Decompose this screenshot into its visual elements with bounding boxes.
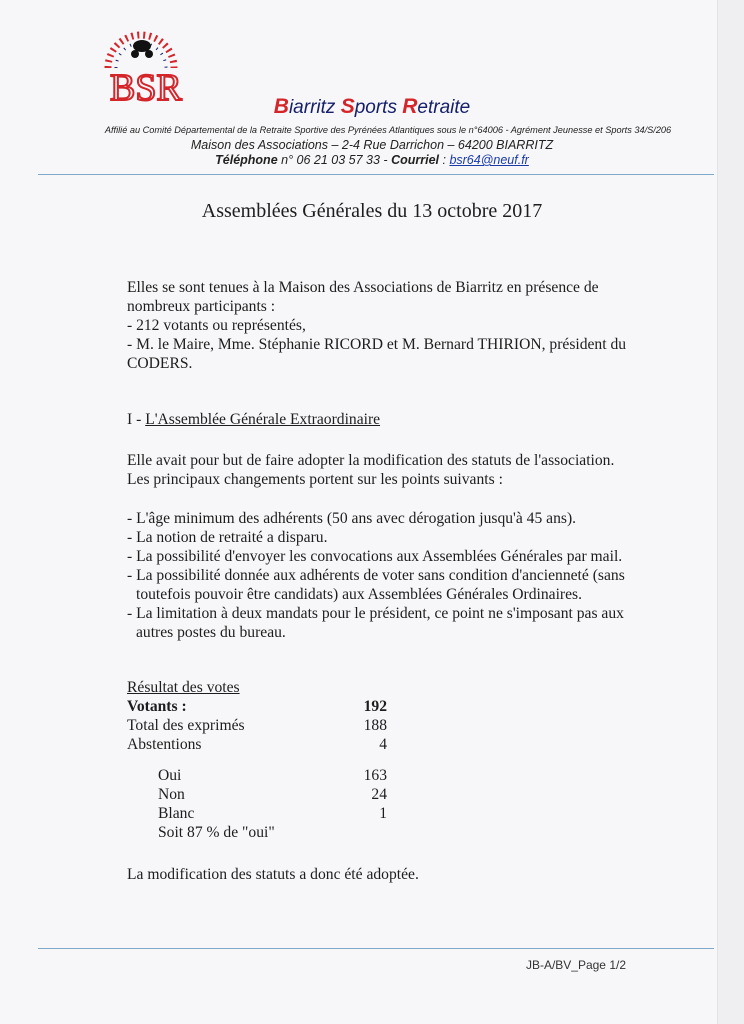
contact-line	[0, 153, 744, 167]
exprimes-value: 188	[363, 717, 387, 734]
votants-value: 192	[363, 698, 387, 715]
phone-label: Téléphone	[215, 153, 278, 167]
list-item: - La possibilité d'envoyer les convocations aux Assemblées Générales par mail.	[127, 548, 623, 565]
list-item: - La possibilité donnée aux adhérents de voter sans condition d'ancienneté (sans toutefois pouvoir être candidats) aux Assemblées Générales Ordinaires.	[127, 567, 625, 603]
email-link[interactable]: bsr64@neuf.fr	[449, 153, 529, 167]
phone-number: n° 06 21 03 57 33 -	[277, 153, 392, 167]
votes-row	[127, 697, 387, 716]
org-name-r: Retraite	[402, 95, 471, 118]
intro-item: - M. le Maire, Mme. Stéphanie RICORD et M. Bernard THIRION, président du CODERS.	[127, 336, 627, 372]
description-line: Elle avait pour but de faire adopter la modification des statuts de l'association.	[127, 452, 615, 469]
footer-divider	[38, 948, 714, 949]
votants-label: Votants :	[127, 698, 187, 715]
oui-label: Oui	[158, 767, 182, 784]
intro-paragraph: Elles se sont tenues à la Maison des Associations de Biarritz en présence de nombreux participants :	[127, 279, 599, 315]
non-label: Non	[158, 786, 185, 803]
conclusion: La modification des statuts a donc été adoptée.	[127, 866, 419, 883]
org-name-s: Sports	[340, 95, 403, 118]
votes-row	[127, 766, 387, 785]
votes-heading: Résultat des votes	[127, 679, 240, 696]
list-item: - La notion de retraité a disparu.	[127, 529, 328, 546]
oui-value: 163	[363, 767, 387, 784]
header-divider	[38, 174, 714, 175]
votes-row	[127, 804, 387, 823]
section-description	[127, 451, 647, 489]
votes-row	[127, 823, 387, 842]
document-title: Assemblées Générales du 13 octobre 2017	[201, 200, 543, 222]
email-label: Courriel	[391, 153, 440, 167]
section-number: I -	[127, 411, 146, 428]
description-line: Les principaux changements portent sur les points suivants :	[127, 471, 503, 488]
address-line: Maison des Associations – 2-4 Rue Darrichon – 64200 BIARRITZ	[190, 138, 554, 152]
votes-row	[127, 735, 387, 754]
votes-row	[127, 716, 387, 735]
abstentions-value: 4	[379, 736, 387, 753]
non-value: 24	[371, 786, 387, 803]
logo-lettering: BSR	[110, 67, 182, 108]
changes-list	[127, 509, 647, 642]
soit-text: Soit 87 % de "oui"	[158, 824, 275, 841]
list-item: - La limitation à deux mandats pour le président, ce point ne s'imposant pas aux autres postes du bureau.	[127, 605, 624, 641]
blanc-label: Blanc	[158, 805, 195, 822]
intro-block	[127, 278, 647, 373]
section-title: L'Assemblée Générale Extraordinaire	[145, 411, 381, 428]
list-item: - L'âge minimum des adhérents (50 ans avec dérogation jusqu'à 45 ans).	[127, 510, 577, 527]
exprimes-label: Total des exprimés	[127, 717, 245, 734]
votes-row	[127, 785, 387, 804]
email-separator: :	[439, 153, 450, 167]
spacer	[127, 754, 387, 766]
org-name-b: Biarritz	[273, 95, 341, 118]
blanc-value: 1	[379, 805, 387, 822]
organization-name	[0, 95, 744, 119]
votes-results	[127, 678, 387, 842]
affiliation-line: Affilié au Comité Départemental de la Retraite Sportive des Pyrénées Atlantiques sous le n°64006 - Agrément Jeunesse et Sports 34/S/206	[104, 125, 672, 135]
section-heading	[127, 411, 380, 429]
abstentions-label: Abstentions	[127, 736, 202, 753]
page-reference: JB-A/BV_Page 1/2	[525, 958, 626, 972]
intro-item: - 212 votants ou représentés,	[127, 317, 306, 334]
